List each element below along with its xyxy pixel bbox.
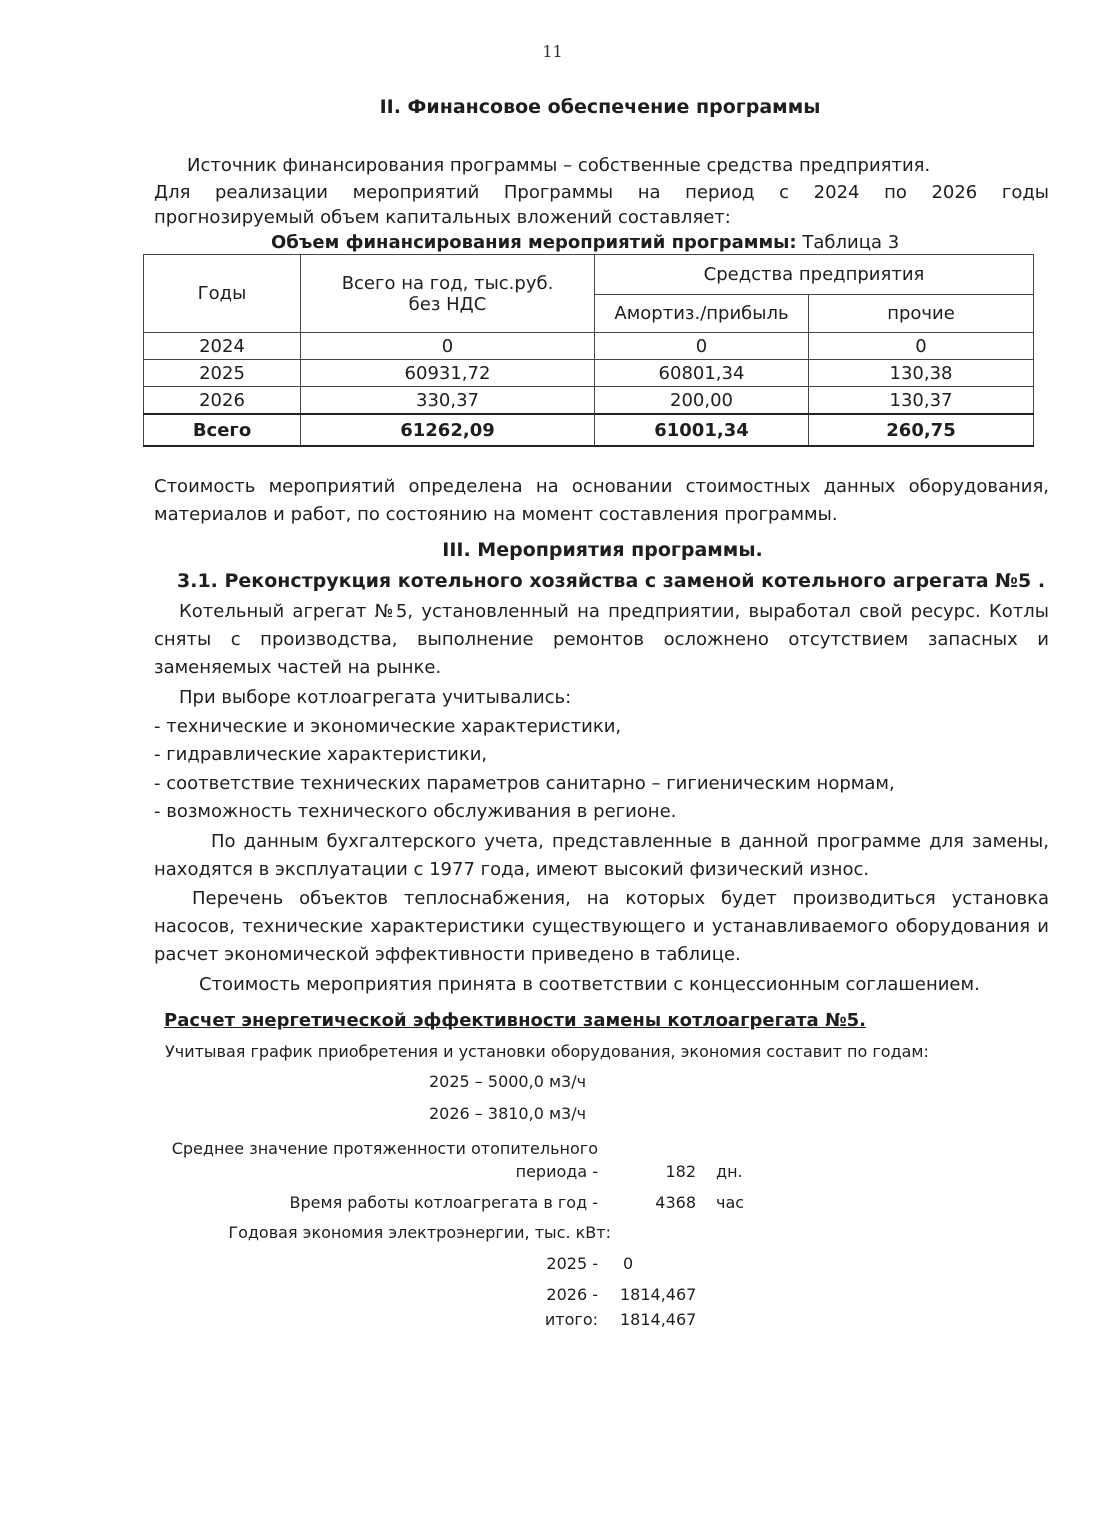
header-other: прочие: [809, 295, 1034, 333]
header-total-line2: без НДС: [408, 293, 487, 315]
objects-text-line1: Перечень объектов теплоснабжения, на которых будет производиться установка: [192, 888, 1049, 909]
saving-total-value: 1814,467: [620, 1310, 697, 1329]
list-item: - технические и экономические характеристики,: [154, 716, 622, 737]
accounting-text-line2: находятся в эксплуатации с 1977 года, имеют высокий физический износ.: [154, 859, 870, 880]
boiler-text-line3: заменяемых частей на рынке.: [154, 657, 442, 678]
work-label: Время работы котлоагрегата в год -: [289, 1193, 598, 1212]
cell-amortization: 60801,34: [595, 360, 809, 387]
list-item: - соответствие технических параметров санитарно – гигиеническим нормам,: [154, 773, 895, 794]
saving-total-label: итого:: [544, 1310, 598, 1329]
heating-label-line1: Среднее значение протяженности отопительного: [171, 1139, 598, 1158]
table-caption: [271, 229, 899, 257]
total-amortization: 61001,34: [595, 414, 809, 446]
section-3-1-heading: 3.1. Реконструкция котельного хозяйства с заменой котельного агрегата №5 .: [177, 570, 1046, 592]
heating-label-line2: периода -: [515, 1162, 598, 1181]
table-total-row: [144, 414, 1034, 446]
period-text-line1: Для реализации мероприятий Программы на период с 2024 по 2026 годы: [154, 182, 1049, 203]
table-row: [144, 333, 1034, 360]
list-item: - гидравлические характеристики,: [154, 744, 488, 765]
financing-table: [143, 254, 1034, 447]
work-unit: час: [716, 1193, 745, 1212]
section-3-heading: III. Мероприятия программы.: [442, 539, 763, 561]
cell-total: 330,37: [301, 387, 595, 415]
boiler-text-line1: Котельный агрегат №5, установленный на предприятии, выработал свой ресурс. Котлы: [179, 601, 1049, 622]
header-total-line1: Всего на год, тыс.руб.: [341, 272, 554, 294]
cost-text-line1: Стоимость мероприятий определена на основании стоимостных данных оборудования,: [154, 476, 1049, 497]
funding-source-text: Источник финансирования программы – собственные средства предприятия.: [187, 155, 931, 176]
choice-intro: При выборе котлоагрегата учитывались:: [179, 687, 572, 708]
cell-amortization: 0: [595, 333, 809, 360]
total-label: Всего: [144, 414, 301, 446]
objects-text-line3: расчет экономической эффективности приведено в таблице.: [154, 944, 741, 965]
work-value: 4368: [655, 1193, 696, 1212]
calc-intro: Учитывая график приобретения и установки оборудования, экономия составит по годам:: [165, 1042, 929, 1061]
heating-value: 182: [665, 1162, 696, 1181]
table-row: [144, 387, 1034, 415]
cell-year: 2024: [144, 333, 301, 360]
page-number: 11: [542, 42, 563, 61]
header-total: [301, 255, 595, 333]
cell-other: 0: [809, 333, 1034, 360]
table-row: [144, 360, 1034, 387]
total-sum: 61262,09: [301, 414, 595, 446]
accounting-text-line1: По данным бухгалтерского учета, представленные в данной программе для замены,: [211, 831, 1049, 852]
cell-year: 2026: [144, 387, 301, 415]
saving-year-value: 1814,467: [620, 1285, 697, 1304]
cell-total: 0: [301, 333, 595, 360]
saving-label: Годовая экономия электроэнергии, тыс. кВт:: [228, 1223, 611, 1242]
objects-text-line2: насосов, технические характеристики существующего и устанавливаемого оборудования и: [154, 916, 1049, 937]
cell-other: 130,38: [809, 360, 1034, 387]
heating-unit: дн.: [716, 1162, 743, 1181]
cell-amortization: 200,00: [595, 387, 809, 415]
table-caption-number: Таблица 3: [796, 232, 900, 253]
saving-year-label: 2026 -: [546, 1285, 598, 1304]
section-2-heading: II. Финансовое обеспечение программы: [379, 96, 821, 118]
cell-year: 2025: [144, 360, 301, 387]
header-enterprise-funds: Средства предприятия: [595, 255, 1034, 295]
cell-other: 130,37: [809, 387, 1034, 415]
list-item: - возможность технического обслуживания в регионе.: [154, 801, 677, 822]
header-amortization: Амортиз./прибыль: [595, 295, 809, 333]
flow-2026: 2026 – 3810,0 м3/ч: [429, 1104, 587, 1123]
table-caption-title: Объем финансирования мероприятий программы:: [271, 232, 797, 253]
saving-year-label: 2025 -: [546, 1254, 598, 1273]
total-other: 260,75: [809, 414, 1034, 446]
flow-2025: 2025 – 5000,0 м3/ч: [429, 1072, 587, 1091]
boiler-text-line2: сняты с производства, выполнение ремонтов осложнено отсутствием запасных и: [154, 629, 1049, 650]
calc-heading: Расчет энергетической эффективности замены котлоагрегата №5.: [164, 1010, 866, 1031]
cost-text-line2: материалов и работ, по состоянию на момент составления программы.: [154, 504, 838, 525]
cell-total: 60931,72: [301, 360, 595, 387]
saving-year-value: 0: [623, 1254, 634, 1273]
header-years: Годы: [144, 255, 301, 333]
cost-concession-text: Стоимость мероприятия принята в соответствии с концессионным соглашением.: [199, 974, 980, 995]
period-text-line2: прогнозируемый объем капитальных вложений составляет:: [154, 207, 731, 228]
